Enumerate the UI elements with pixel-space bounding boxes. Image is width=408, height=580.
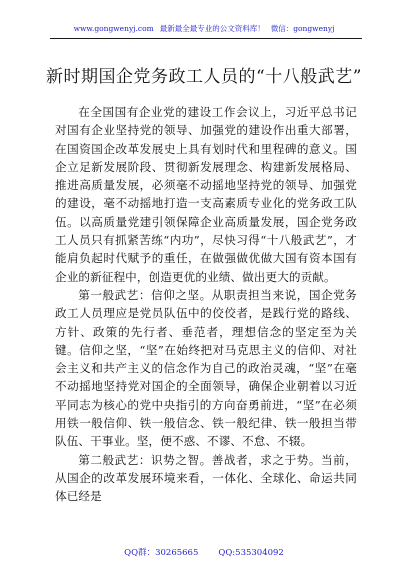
page-header: [0, 24, 408, 34]
wechat-id: 微信：gongwenyj: [270, 24, 335, 33]
paragraph-intro: 在全国国有企业党的建设工作会议上，习近平总书记对国有企业坚持党的领导、加强党的建设作出重大部署，在国资国企改革发展史上具有划时代和里程碑的意义。国企立足新发展阶段、贯彻新发展理念、构建新发展格局、推进高质量发展，必须毫不动摇地坚持党的领导、加强党的建设，毫不动摇地打造一支高素质专业化的党务政工队伍。以高质量党建引领保障企业高质量发展，国企党务政工人员只有抓紧苦练“内功”，尽快习得“十八般武艺”，才能肩负起时代赋予的重任，在做强做优做大国有资本国有企业的新征程中，创造更优的业绩、做出更大的贡献。: [55, 105, 357, 284]
qq-group: QQ群：30265665: [124, 548, 199, 558]
paragraph-second-skill: 第二般武艺：识势之智。善战者，求之于势。当前，从国企的改革发展环境来看，一体化、全球化、命运共同体已经是: [55, 452, 357, 504]
site-slogan: 最新最全最专业的公文资料库！: [159, 24, 265, 33]
header-divider: [50, 38, 362, 39]
document-title: 新时期国企党务政工人员的“十八般武艺”: [46, 67, 362, 87]
site-url[interactable]: www.gongwenyj.com: [73, 24, 154, 33]
document-body: [55, 103, 357, 506]
qq-contact: QQ:535304092: [218, 548, 284, 558]
paragraph-first-skill: 第一般武艺：信仰之坚。从职责担当来说，国企党务政工人员理应是党员队伍中的佼佼者，是践行党的路线、方针、政策的先行者、垂范者，理想信念的坚定至为关键。信仰之坚，“坚”在始终把对马克思主义的信仰、对社会主义和共产主义的信念作为自己的政治灵魂，“坚”在毫不动摇地坚持党对国企的全面领导，确保企业朝着以习近平同志为核心的党中央指引的方向奋勇前进，“坚”在必须用铁一般信仰、铁一般信念、铁一般纪律、铁一般担当带队伍、干事业。坚，便不惑、不谬、不怠、不辍。: [55, 287, 357, 449]
page-footer: [0, 548, 408, 559]
